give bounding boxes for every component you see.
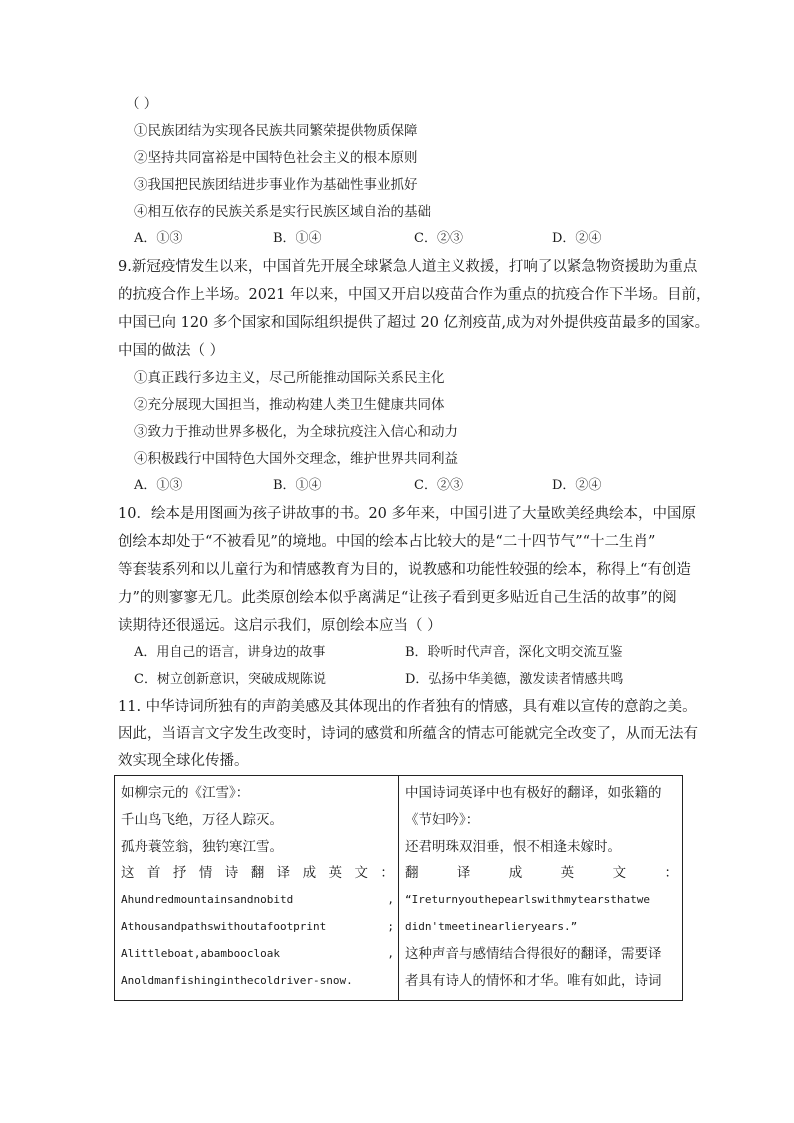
q9-choice-c: C．②③: [414, 478, 463, 493]
q10-stem-line-2: 创绘本却处于“不被看见”的境地。中国的绘本占比较大的是“二十四节气”“十二生肖”: [118, 534, 656, 550]
english-text: Ahundredmountainsandnobitd: [121, 893, 294, 907]
q8-choice-a: A．①③: [134, 231, 183, 246]
q8-choice-c: C．②③: [414, 231, 463, 246]
right-intro-line-1: 中国诗词英译中也有极好的翻译，如张籍的: [405, 785, 662, 801]
q8-option-2: ②坚持共同富裕是中国特色社会主义的根本原则: [134, 150, 418, 166]
q9-stem-line-2: 的抗疫合作上半场。2021 年以来，中国又开启以疫苗合作为重点的抗疫合作下半场。目前，: [118, 287, 711, 303]
left-english-line-2: [121, 914, 394, 941]
q9-option-1: ①真正践行多边主义，尽己所能推动国际关系民主化: [134, 370, 445, 386]
label-char: 翻: [405, 865, 419, 882]
poem-comparison-table: [114, 775, 683, 1001]
label-char: ：: [664, 865, 678, 882]
label-char: 英: [328, 865, 342, 882]
label-char: ：: [380, 865, 394, 882]
label-char: 译: [456, 865, 471, 882]
q9-stem-line-3: 中国已向 120 多个国家和国际组织提供了超过 20 亿剂疫苗,成为对外提供疫苗最多的国家。: [118, 315, 710, 331]
left-intro: 如柳宗元的《江雪》：: [121, 785, 250, 801]
label-char: 情: [198, 865, 213, 882]
q8-choice-d: D．②④: [552, 231, 602, 246]
label-char: 首: [146, 865, 161, 882]
english-text: Alittleboat,abamboocloak: [121, 946, 280, 960]
label-char: 诗: [224, 865, 239, 882]
q9-stem-line-1: 9.新冠疫情发生以来，中国首先开展全球紧急人道主义救援，打响了以紧急物资援助为重点: [118, 259, 698, 275]
q11-stem-line-1: 11. 中华诗词所独有的声韵美感及其体现出的作者独有的情感，具有难以宣传的意韵之美。: [118, 699, 697, 715]
q10-stem-line-1: 10．绘本是用图画为孩子讲故事的书。20 多年来，中国引进了大量欧美经典绘本，中国原: [118, 506, 697, 522]
q10-stem-line-4: 力”的则寥寥无几。此类原创绘本似乎离满足“让孩子看到更多贴近自己生活的故事”的阅: [118, 590, 677, 606]
q10-choice-c: C．树立创新意识，突破成规陈说: [134, 672, 326, 687]
q8-answer-paren: （ ）: [126, 96, 158, 112]
q10-choice-b: B．聆听时代声音，深化文明交流互鉴: [405, 645, 623, 660]
q8-choice-b: B．①④: [273, 231, 322, 246]
label-char: 译: [276, 865, 291, 882]
english-text: Anoldmanfishinginthecoldriver-snow.: [121, 973, 353, 987]
right-poem-cell: [399, 776, 683, 1001]
right-intro-line-2: 《节妇吟》：: [405, 811, 480, 828]
english-punct: ,: [387, 893, 394, 907]
q9-stem-line-4: 中国的做法（ ）: [118, 343, 225, 359]
right-tail-line-2: 者具有诗人的情怀和才华。唯有如此，诗词: [405, 972, 662, 989]
label-char: 英: [560, 865, 575, 882]
q8-option-4: ④相互依存的民族关系是实行民族区域自治的基础: [134, 204, 431, 220]
english-text: Athousandpathswithoutafootprint: [121, 919, 327, 933]
q8-option-1: ①民族团结为实现各民族共同繁荣提供物质保障: [134, 123, 418, 139]
q10-choice-a: A．用自己的语言，讲身边的故事: [134, 645, 326, 660]
label-char: 成: [302, 865, 317, 882]
left-english-line-3: [121, 941, 394, 968]
english-punct: ,: [387, 946, 394, 960]
q10-stem-line-3: 等套装系列和以儿童行为和情感教育为目的，说教感和功能性较强的绘本，称得上“有创造: [118, 562, 691, 578]
q9-choice-a: A．①③: [134, 478, 183, 493]
left-english-line-4: [121, 968, 394, 995]
label-char: 这: [121, 865, 135, 882]
left-poem-cell: [115, 776, 399, 1001]
label-char: 文: [354, 865, 368, 882]
left-translate-label: [121, 860, 394, 887]
q8-option-3: ③我国把民族团结进步事业作为基础性事业抓好: [134, 177, 418, 193]
right-tail-line-1: 这种声音与感情结合得很好的翻译，需要译: [405, 945, 662, 962]
label-char: 翻: [250, 865, 265, 882]
q10-choice-d: D．弘扬中华美德，激发读者情感共鸣: [405, 672, 624, 687]
left-english-line-1: [121, 887, 394, 914]
q9-choice-d: D．②④: [552, 478, 602, 493]
right-translate-label: [405, 860, 678, 887]
left-poem-line-1: 千山鸟飞绝，万径人踪灭。: [121, 811, 283, 828]
right-poem-line: 还君明珠双泪垂，恨不相逢未嫁时。: [405, 838, 621, 855]
label-char: 抒: [172, 865, 187, 882]
right-english-line-1: “Ireturnyouthepearlswithmytearsthatwe: [405, 893, 651, 907]
q9-option-2: ②充分展现大国担当，推动构建人类卫生健康共同体: [134, 397, 445, 413]
left-poem-line-2: 孤舟蓑笠翁，独钓寒江雪。: [121, 838, 283, 855]
q9-option-3: ③致力于推动世界多极化，为全球抗疫注入信心和动力: [134, 424, 458, 440]
q9-option-4: ④积极践行中国特色大国外交理念，维护世界共同利益: [134, 451, 458, 467]
q11-stem-line-3: 效实现全球化传播。: [118, 753, 249, 769]
label-char: 成: [508, 865, 523, 882]
label-char: 文: [612, 865, 627, 882]
q9-choice-b: B．①④: [273, 478, 322, 493]
q11-stem-line-2: 因此，当语言文字发生改变时，诗词的感赏和所蕴含的情志可能就完全改变了，从而无法有: [118, 726, 698, 742]
right-english-line-2: didn'tmeetinearlieryears.”: [405, 919, 578, 933]
english-punct: ;: [387, 919, 394, 933]
q10-stem-line-5: 读期待还很遥远。这启示我们，原创绘本应当（ ）: [118, 618, 442, 634]
